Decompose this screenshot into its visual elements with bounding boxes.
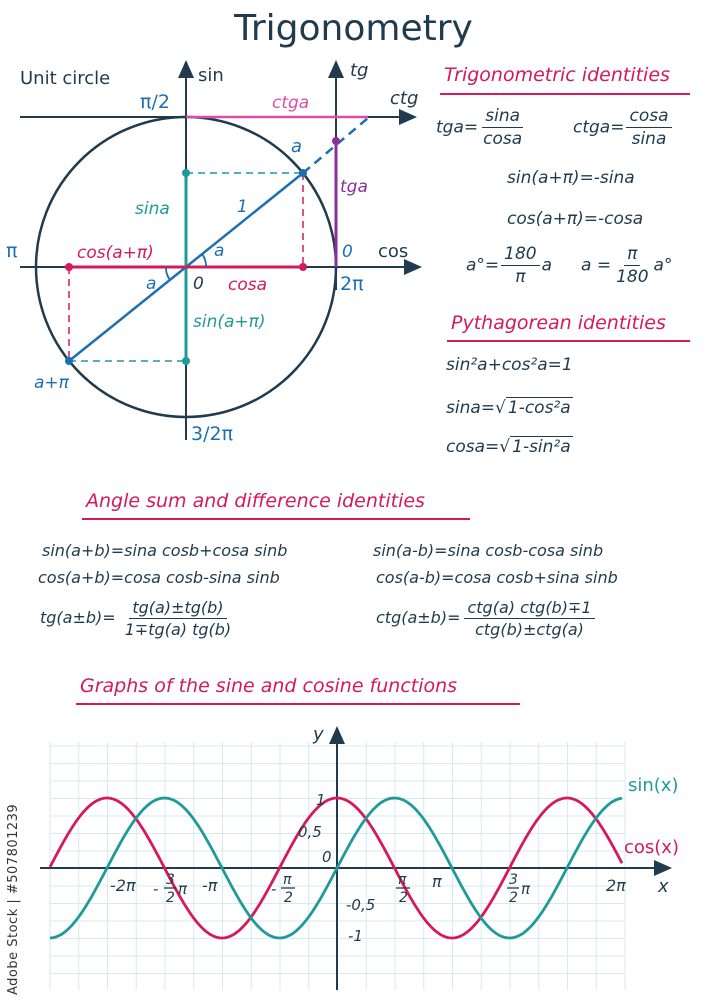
y-tick-0: 0 xyxy=(322,848,332,866)
cos-root-identity: cosa=√ 1-sin²a xyxy=(446,437,571,457)
svg-text:π: π xyxy=(398,872,407,888)
x-tick-2pi: 2π xyxy=(606,876,626,895)
cos-sum-identity: cos(a+b)=cosa cosb-sina sinb xyxy=(38,568,280,587)
pi-label: π xyxy=(6,240,18,262)
two-pi-label: 2π xyxy=(340,273,364,295)
three-pi-half-label: 3/2π xyxy=(191,423,234,445)
cos-curve-label: cos(x) xyxy=(624,837,679,858)
cos-axis-label: cos xyxy=(378,241,409,262)
radius-one-label: 1 xyxy=(237,197,248,217)
page-title: Trigonometry xyxy=(234,8,473,49)
header-underline xyxy=(440,93,690,95)
svg-text:π: π xyxy=(178,880,188,898)
ctg-axis-label: ctg xyxy=(390,88,419,109)
angle-arc xyxy=(202,254,206,267)
y-tick-neg-0-5: -0,5 xyxy=(346,896,376,914)
header-underline xyxy=(76,703,520,705)
svg-text:2: 2 xyxy=(166,890,175,906)
x-axis-label: x xyxy=(658,876,669,897)
svg-text:π: π xyxy=(521,880,531,898)
x-tick-pi-half xyxy=(396,872,410,906)
sine-cosine-graph xyxy=(0,715,707,1000)
tg-axis-label: tg xyxy=(350,60,369,81)
x-tick-neg-pi: -π xyxy=(202,876,218,895)
degree-conversion: a°= $\frac{180}{\pi}$ a xyxy=(466,244,553,287)
svg-text:-: - xyxy=(153,880,159,898)
tg-definition: tga= $\frac{\sin a}{\cos a}$ xyxy=(436,106,523,149)
cos-a-pi-label: cos(a+π) xyxy=(77,243,154,263)
y-tick-0-5: 0,5 xyxy=(298,823,322,841)
header-underline xyxy=(447,340,690,342)
sin-diff-identity: sin(a-b)=sina cosb-cosa sinb xyxy=(373,541,604,560)
angle-a-left-label: a xyxy=(146,274,157,294)
trig-identities-header: Trigonometric identities xyxy=(444,64,670,86)
unit-circle-diagram xyxy=(0,55,430,455)
angle-sum-header: Angle sum and difference identities xyxy=(86,490,425,512)
svg-text:π: π xyxy=(283,872,292,888)
tga-label: tga xyxy=(340,177,368,197)
x-tick-neg-2pi: -2π xyxy=(110,876,136,895)
angle-a-label: a xyxy=(214,241,225,261)
sin-curve-label: sin(x) xyxy=(628,775,679,796)
sina-label: sina xyxy=(135,199,170,219)
sin-sum-identity: sin(a+b)=sina cosb+cosa sinb xyxy=(42,541,288,560)
y-tick-1: 1 xyxy=(316,791,326,809)
zero-right-label: 0 xyxy=(342,242,353,262)
a-plus-pi-label: a+π xyxy=(34,373,69,393)
cosa-label: cosa xyxy=(228,275,268,295)
radian-conversion: a = $\frac{\pi}{180}$ a° xyxy=(581,244,673,287)
pythagorean-identity: sin²a+cos²a=1 xyxy=(446,355,573,375)
point-a-label: a xyxy=(291,136,303,157)
sin-axis-label: sin xyxy=(198,65,224,86)
y-axis-label: y xyxy=(313,724,324,745)
cos-diff-identity: cos(a-b)=cosa cosb+sina sinb xyxy=(376,568,618,587)
stock-watermark: Adobe Stock | #507801239 xyxy=(6,803,21,995)
svg-text:2: 2 xyxy=(284,890,293,906)
svg-text:2: 2 xyxy=(509,890,518,906)
tg-sum-identity: tg(a±b)= $\frac{tg(a)\pm tg(b)}{1\mp tg(a) tg(b)}$ xyxy=(40,598,232,639)
svg-text:-: - xyxy=(271,880,277,898)
x-tick-3-2pi xyxy=(507,872,531,906)
pi-half-label: π/2 xyxy=(140,91,170,113)
sin-a-pi-label: sin(a+π) xyxy=(193,312,266,332)
ctga-label: ctga xyxy=(272,93,310,113)
graphs-header: Graphs of the sine and cosine functions xyxy=(80,675,458,697)
pythagorean-header: Pythagorean identities xyxy=(451,312,666,334)
cos-shift-identity: cos(a+π)=-cosa xyxy=(507,209,644,229)
svg-text:2: 2 xyxy=(399,890,408,906)
header-underline xyxy=(82,518,470,520)
y-tick-neg-1: -1 xyxy=(348,927,363,945)
unit-circle-label: Unit circle xyxy=(20,68,111,89)
ctg-definition: ctga= $\frac{\cos a}{\sin a}$ xyxy=(573,106,674,149)
x-tick-pi: π xyxy=(432,872,442,891)
ctg-sum-identity: ctg(a±b)= $\frac{\text{ctg(a) ctg(b)∓1}}{\text{ctg(b)±ctg(a)}}$ xyxy=(376,598,597,639)
zero-center-label: 0 xyxy=(193,274,204,294)
svg-text:3: 3 xyxy=(166,872,175,888)
svg-text:3: 3 xyxy=(509,872,518,888)
sin-shift-identity: sin(a+π)=-sina xyxy=(507,168,635,188)
sin-root-identity: sina=√ 1-cos²a xyxy=(446,398,571,418)
